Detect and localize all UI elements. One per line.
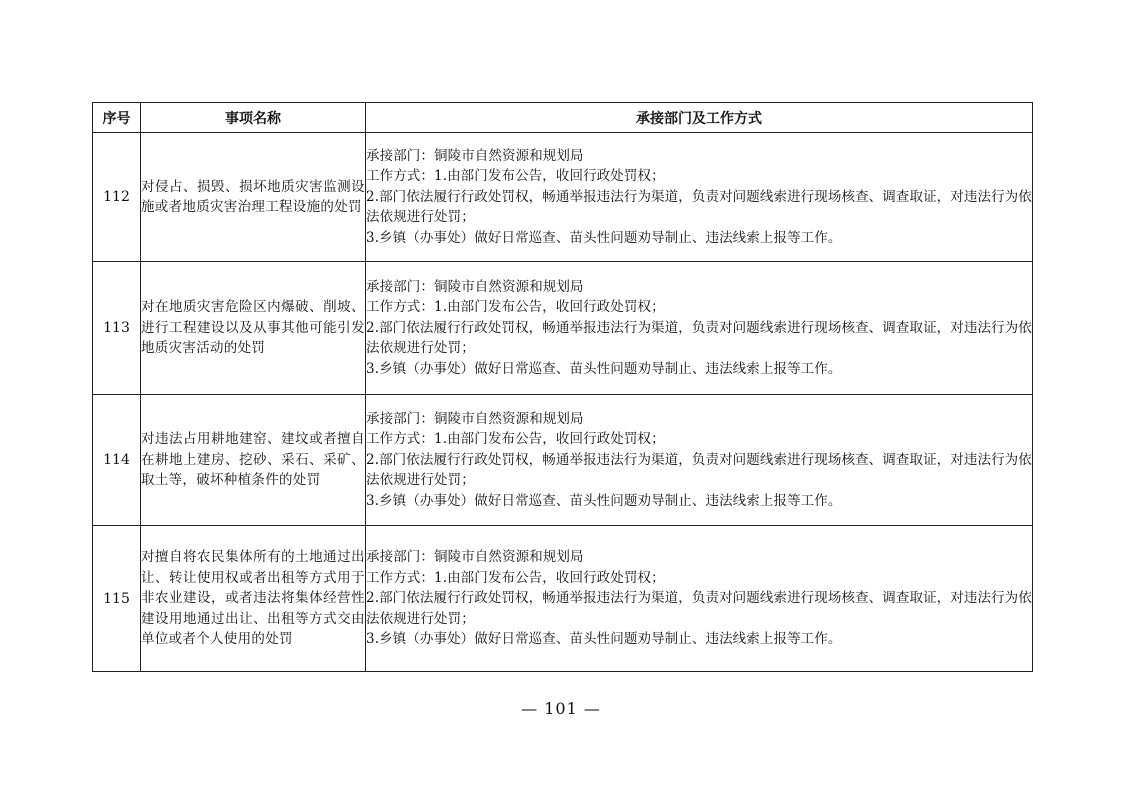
method-step-3: 3.乡镇（办事处）做好日常巡查、苗头性问题劝导制止、违法线索上报等工作。 [366,229,842,246]
table-row [93,133,1033,262]
department-line: 承接部门：铜陵市自然资源和规划局 [366,278,584,295]
department-and-method [366,133,1033,262]
method-line: 工作方式：1.由部门发布公告，收回行政处罚权； [366,431,665,448]
department-and-method [366,395,1033,526]
header-item-name: 事项名称 [141,103,366,133]
items-table [92,102,1033,672]
department-line: 承接部门：铜陵市自然资源和规划局 [366,410,584,427]
header-department-and-method: 承接部门及工作方式 [366,103,1033,133]
department-line: 承接部门：铜陵市自然资源和规划局 [366,147,584,164]
department-and-method [366,526,1033,672]
department-and-method [366,262,1033,395]
method-step-2: 2.部门依法履行行政处罚权，畅通举报违法行为渠道，负责对问题线索进行现场核查、调查取证，对违法行为依法依规进行处罚； [366,319,1032,357]
table-row [93,526,1033,672]
method-step-2: 2.部门依法履行行政处罚权，畅通举报违法行为渠道，负责对问题线索进行现场核查、调查取证，对违法行为依法依规进行处罚； [366,451,1032,489]
method-step-3: 3.乡镇（办事处）做好日常巡查、苗头性问题劝导制止、违法线索上报等工作。 [366,360,842,377]
serial-number: 115 [93,526,141,672]
table-header-row [93,103,1033,133]
serial-number: 113 [93,262,141,395]
method-step-3: 3.乡镇（办事处）做好日常巡查、苗头性问题劝导制止、违法线索上报等工作。 [366,492,842,509]
item-name: 对违法占用耕地建窑、建坟或者擅自在耕地上建房、挖砂、采石、采矿、取土等，破坏种植条件的处罚 [141,395,366,526]
method-line: 工作方式：1.由部门发布公告，收回行政处罚权； [366,299,665,316]
method-line: 工作方式：1.由部门发布公告，收回行政处罚权； [366,168,665,185]
item-name: 对侵占、损毁、损坏地质灾害监测设施或者地质灾害治理工程设施的处罚 [141,133,366,262]
table-row [93,262,1033,395]
serial-number: 114 [93,395,141,526]
method-step-3: 3.乡镇（办事处）做好日常巡查、苗头性问题劝导制止、违法线索上报等工作。 [366,631,842,648]
item-name: 对擅自将农民集体所有的土地通过出让、转让使用权或者出租等方式用于非农业建设，或者违法将集体经营性建设用地通过出让、出租等方式交由单位或者个人使用的处罚 [141,526,366,672]
item-name: 对在地质灾害危险区内爆破、削坡、进行工程建设以及从事其他可能引发地质灾害活动的处罚 [141,262,366,395]
method-line: 工作方式：1.由部门发布公告，收回行政处罚权； [366,569,665,586]
table-row [93,395,1033,526]
method-step-2: 2.部门依法履行行政处罚权，畅通举报违法行为渠道，负责对问题线索进行现场核查、调查取证，对违法行为依法依规进行处罚； [366,590,1032,627]
department-line: 承接部门：铜陵市自然资源和规划局 [366,549,584,566]
header-serial-number: 序号 [93,103,141,133]
serial-number: 112 [93,133,141,262]
page-number: — 101 — [521,699,601,718]
method-step-2: 2.部门依法履行行政处罚权，畅通举报违法行为渠道，负责对问题线索进行现场核查、调查取证，对违法行为依法依规进行处罚； [366,188,1032,226]
